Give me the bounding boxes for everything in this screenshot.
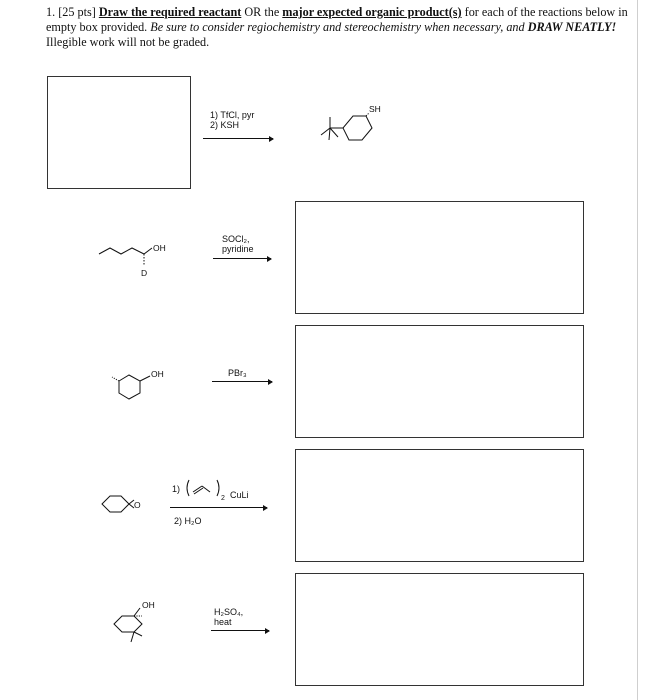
question-mid-1: OR the: [241, 5, 283, 19]
reagents-3: [228, 368, 247, 378]
reaction-arrow-3: [212, 381, 272, 382]
reagent-1-line-2: 2) KSH: [210, 120, 240, 130]
question-italic-bold: DRAW NEATLY!: [527, 20, 617, 34]
reaction-arrow-5: [211, 630, 269, 631]
reactant-4-o-label: O: [134, 500, 141, 510]
reagent-1-line-1: 1) TfCl, pyr: [210, 110, 255, 120]
question-bold-1: Draw the required reactant: [98, 5, 242, 19]
reaction-arrow-4: [170, 507, 267, 508]
reactant-2-d-label: D: [141, 268, 148, 278]
answer-box-1[interactable]: [47, 76, 191, 189]
question-italic-1: Be sure to consider regiochemistry and stereochemistry when necessary, and: [147, 20, 528, 34]
answer-box-4[interactable]: [295, 449, 584, 562]
question-bold-2: major expected organic product(s): [282, 5, 462, 19]
reagent-4-subscript: 2: [221, 495, 225, 502]
reactant-3-oh-label: OH: [151, 369, 164, 379]
reagent-4-cuprate: CuLi: [230, 490, 249, 500]
reagents-5: [214, 607, 243, 627]
reagent-4-line-1: 1): [172, 484, 181, 494]
answer-box-3[interactable]: [295, 325, 584, 438]
reagents-2: [222, 234, 254, 254]
reactant-molecule-4: [96, 486, 156, 526]
reactant-5-oh-label: OH: [142, 600, 155, 610]
answer-box-5[interactable]: [295, 573, 584, 686]
question-points: [25 pts]: [58, 5, 96, 19]
reactant-molecule-3: [104, 362, 184, 412]
question-rest-1: for each of the reactions below in empty box provided.: [46, 5, 628, 34]
reagent-3-line-1: PBr₃: [228, 368, 247, 378]
reactant-molecule-5: [104, 596, 174, 651]
reagent-5-line-2: heat: [214, 617, 232, 627]
answer-box-2[interactable]: [295, 201, 584, 314]
reagent-2-line-2: pyridine: [222, 244, 254, 254]
reactant-2-oh-label: OH: [153, 243, 166, 253]
reagent-2-line-1: SOCl₂,: [222, 234, 250, 244]
reactant-molecule-2: [96, 232, 176, 282]
question-rest-2: Illegible work will not be graded.: [46, 35, 210, 49]
product-1-sh-label: SH: [369, 104, 381, 114]
reagent-4-line-2: 2) H₂O: [174, 516, 202, 526]
reagents-1: [210, 110, 254, 130]
page-edge: [637, 0, 638, 700]
reagent-5-line-1: H₂SO₄,: [214, 607, 244, 617]
vinyl-bracket-icon: [184, 478, 234, 500]
reaction-arrow-1: [203, 138, 273, 139]
reaction-arrow-2: [213, 258, 271, 259]
question-text: [46, 5, 631, 50]
question-number: 1.: [46, 5, 56, 19]
product-molecule-1: [300, 100, 390, 160]
